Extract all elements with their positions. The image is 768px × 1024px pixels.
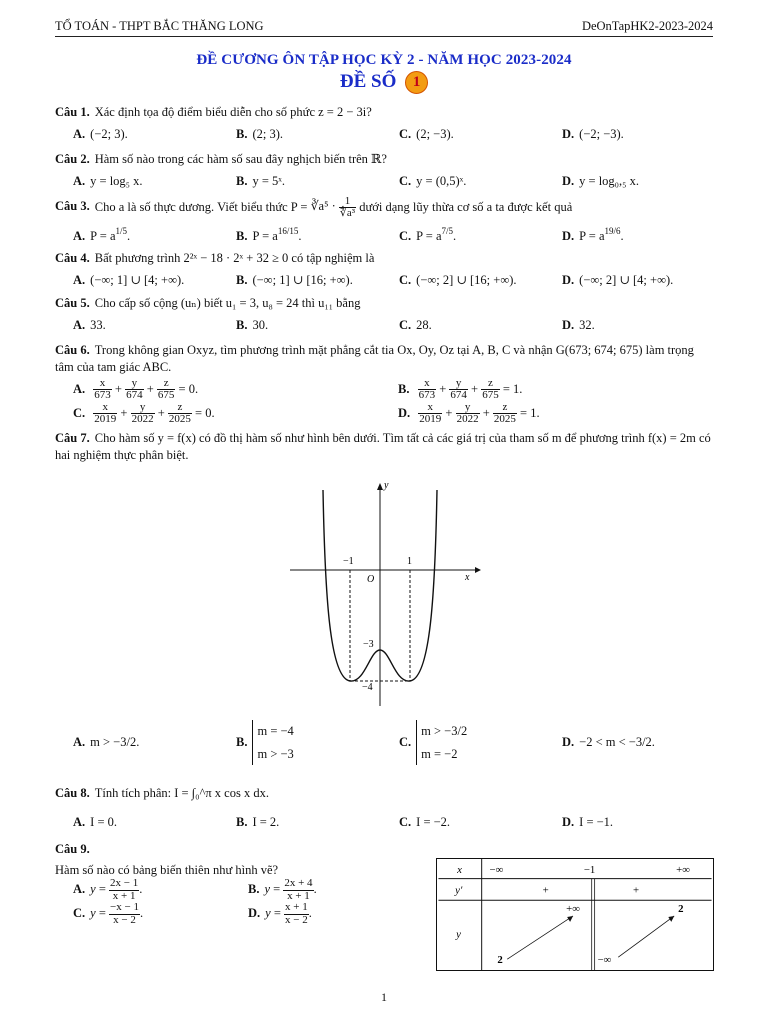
- system-bracket: [252, 720, 293, 765]
- y-top-right: 2: [678, 903, 684, 916]
- x-axis-label: x: [465, 572, 470, 583]
- numerator: −x − 1: [110, 901, 139, 914]
- option-exponent: 7/5: [441, 225, 454, 236]
- y-bottom-left: 2: [497, 954, 503, 967]
- question-4: [55, 250, 715, 289]
- answer-options: [55, 272, 715, 289]
- running-header: [55, 14, 713, 34]
- option-text: (−2; −3).: [579, 126, 624, 141]
- option-b[interactable]: B. $\frac{x}{673}$ + $\frac{y}{674}$ + $\frac{z}{675}$ = 1.: [398, 376, 523, 402]
- origin-label: O: [367, 574, 375, 585]
- option-text: y = log₅ x.: [90, 173, 143, 188]
- denominator-x: 673: [94, 389, 111, 402]
- denominator-y: 2022: [456, 413, 479, 426]
- exam-subtitle: [0, 71, 768, 94]
- option-c[interactable]: C. (2; −3).: [399, 126, 454, 141]
- x-axis-arrow: [475, 567, 481, 573]
- question-label: Câu 1.: [55, 105, 90, 119]
- option-c[interactable]: C. $\frac{x}{2019}$ + $\frac{y}{2022}$ + $\frac{z}{2025}$ = 0.: [73, 400, 215, 426]
- bracket-line: m > −3/2: [421, 724, 468, 738]
- exam-title: ĐỀ CƯƠNG ÔN TẬP HỌC KỲ 2 - NĂM HỌC 2023-2024: [196, 52, 572, 68]
- option-a[interactable]: A. m > −3/2.: [73, 735, 140, 749]
- question-list: [55, 104, 715, 464]
- option-text: 28.: [416, 318, 432, 333]
- option-text: (−∞; 1] ∪ [16; +∞).: [252, 273, 353, 288]
- option-a[interactable]: A. (−2; 3).: [73, 126, 128, 141]
- answer-options: [55, 878, 430, 926]
- option-b[interactable]: B. (−∞; 1] ∪ [16; +∞).: [236, 273, 353, 288]
- x-value-left: −∞: [489, 863, 504, 876]
- bracket-line: m = −2: [421, 746, 458, 761]
- option-text: (−∞; 2] ∪ [16; +∞).: [416, 273, 517, 288]
- denominator: x + 1: [112, 889, 136, 902]
- question-label: Câu 8.: [55, 786, 90, 800]
- question-5: [55, 295, 715, 334]
- increase-arrowhead-right: [668, 916, 674, 922]
- question-6: [55, 342, 715, 426]
- denominator-x: 673: [418, 389, 436, 402]
- y-bottom-right: −∞: [597, 954, 612, 967]
- tick-label-minus-4: −4: [362, 682, 373, 693]
- equation-rhs: = 1.: [520, 405, 540, 420]
- radical-expression: ∛a⁵ · $\frac{1}{\text{∜a³}}$: [310, 194, 356, 220]
- denominator-y: 674: [450, 389, 467, 402]
- option-text: (−∞; 1] ∪ [4; +∞).: [90, 273, 185, 288]
- denominator-z: 675: [157, 389, 175, 402]
- system-bracket: [416, 720, 467, 765]
- option-text: P = a: [90, 228, 116, 243]
- variation-table: [436, 858, 714, 971]
- option-exponent: 16/15: [277, 225, 299, 236]
- question-text-cont: dưới dạng lũy thừa cơ số a ta được kết quả: [359, 199, 573, 214]
- option-a[interactable]: A. y = $\frac{2x - 1}{x + 1}$ .: [73, 877, 143, 902]
- option-c[interactable]: C. I = −2.: [399, 815, 451, 829]
- option-text: m > −3/2.: [90, 735, 140, 749]
- option-text: 30.: [252, 318, 269, 333]
- option-text: y = 5ˣ.: [252, 173, 286, 188]
- derivative-sign-right: +: [632, 884, 640, 897]
- question-text: Hàm số nào trong các hàm số sau đây nghịch biến trên ℝ?: [94, 151, 387, 166]
- option-c[interactable]: C. (−∞; 2] ∪ [16; +∞).: [399, 273, 517, 288]
- option-b[interactable]: B. (2; 3).: [236, 126, 284, 141]
- question-label: Câu 6.: [55, 342, 90, 357]
- option-text: P = a: [252, 228, 278, 243]
- function-graph: [285, 478, 485, 713]
- option-c[interactable]: C. m > −3/2 m = −2: [381, 720, 544, 765]
- question-1: [55, 104, 715, 143]
- equation-rhs: = 1.: [502, 381, 523, 396]
- question-label: Câu 3.: [55, 199, 90, 214]
- denominator-z: 2025: [168, 413, 191, 426]
- denominator-y: 674: [126, 389, 143, 402]
- numerator: 2x + 4: [284, 877, 313, 889]
- question-text: Hàm số nào có bảng biến thiên như hình vẽ?: [55, 863, 279, 877]
- option-b[interactable]: B. y = 5ˣ.: [236, 173, 286, 188]
- question-9: [55, 842, 430, 926]
- denominator: x − 2: [113, 913, 136, 926]
- denominator-z: 675: [482, 389, 499, 402]
- option-d[interactable]: D. (−2; −3).: [562, 126, 624, 141]
- option-a[interactable]: A. y = log₅ x.: [73, 173, 143, 188]
- option-a[interactable]: A. (−∞; 1] ∪ [4; +∞).: [73, 273, 185, 288]
- option-b[interactable]: B. I = 2.: [236, 815, 280, 829]
- tick-label-minus-3: −3: [363, 639, 374, 650]
- option-c[interactable]: C. y = $\frac{-x - 1}{x - 2}$ .: [73, 901, 144, 926]
- y-axis-arrow: [377, 483, 383, 490]
- option-c[interactable]: C. y = (0,5)ˣ.: [399, 173, 467, 188]
- question-text: Cho cấp số cộng (uₙ) biết u₁ = 3, u₈ = 24 thì u₁₁ bằng: [94, 296, 361, 311]
- option-text: y = (0,5)ˣ.: [416, 173, 467, 188]
- option-text: y = log₀,₅ x.: [579, 173, 640, 188]
- tick-label-minus-1: −1: [343, 556, 354, 567]
- option-text: (2; −3).: [416, 126, 454, 141]
- option-text: I = −1.: [579, 815, 614, 829]
- option-c[interactable]: C. 28.: [399, 318, 432, 333]
- school-name: TỔ TOÁN - THPT BẮC THĂNG LONG: [55, 19, 264, 33]
- option-text: (−∞; 2] ∪ [4; +∞).: [579, 273, 674, 288]
- question-text: Cho hàm số y = f(x) có đồ thị hàm số như hình bên dưới. Tìm tất cả các giá trị của tham số m để phương trình f(x) = 2m có hai nghiệm thực phân biệt.: [55, 430, 711, 462]
- option-c[interactable]: C. $P = a^{7/5}$.: [399, 225, 457, 243]
- answer-options: [55, 815, 715, 830]
- option-exponent: 1/5: [115, 225, 128, 236]
- question-7: [55, 430, 715, 464]
- question-label: Câu 9.: [55, 842, 90, 856]
- denominator-y: 2022: [131, 413, 154, 426]
- question-text: Tính tích phân: I =: [94, 786, 189, 800]
- option-b[interactable]: B. $P = a^{16/15}$.: [236, 225, 302, 243]
- header-rule: [55, 36, 713, 37]
- question-label: Câu 7.: [55, 430, 90, 445]
- exam-number-badge: 1: [405, 71, 428, 94]
- row-label-x: x: [457, 863, 462, 876]
- option-a[interactable]: A. I = 0.: [73, 815, 117, 829]
- denominator: x + 1: [287, 889, 310, 902]
- question-8: [55, 786, 715, 830]
- question-text: Bất phương trình 2²ˣ − 18 · 2ˣ + 32 ≥ 0 có tập nghiệm là: [94, 251, 375, 266]
- increase-arrow-right: [618, 916, 674, 957]
- option-text: (2; 3).: [252, 126, 284, 141]
- option-text: I = −2.: [416, 815, 451, 829]
- increase-arrow-left: [507, 916, 573, 959]
- option-d[interactable]: D. (−∞; 2] ∪ [4; +∞).: [562, 273, 674, 288]
- option-text: (−2; 3).: [90, 126, 128, 141]
- question-text: Trong không gian Oxyz, tìm phương trình mặt phẳng cắt tia Ox, Oy, Oz tại A, B, C và nhận G(673; 674; 675) làm trọng tâm của tam giác ABC.: [55, 342, 694, 374]
- numerator: x + 1: [285, 901, 308, 914]
- denominator-z: 2025: [493, 413, 516, 426]
- equation-rhs: = 0.: [195, 405, 215, 420]
- answer-options: [55, 225, 715, 245]
- bracket-line: m > −3: [257, 746, 294, 761]
- option-d[interactable]: D. y = log₀,₅ x.: [562, 173, 640, 188]
- equation-rhs: = 0.: [178, 381, 199, 396]
- option-b[interactable]: B. m = −4 m > −3: [218, 720, 381, 765]
- denominator-x: 2019: [419, 413, 442, 426]
- y-axis-label: y: [384, 480, 389, 491]
- row-label-yprime: y′: [455, 884, 463, 897]
- option-d[interactable]: D. $\frac{x}{2019}$ + $\frac{y}{2022}$ + $\frac{z}{2025}$ = 1.: [398, 400, 540, 426]
- x-value-right: +∞: [676, 863, 690, 876]
- option-d[interactable]: D. 32.: [562, 318, 595, 333]
- answer-options: [55, 317, 715, 334]
- question-label: Câu 2.: [55, 151, 90, 166]
- option-a[interactable]: A. $P = a^{1/5}$.: [73, 225, 131, 243]
- option-text: 32.: [579, 318, 595, 333]
- bracket-line: m = −4: [257, 724, 294, 738]
- option-d[interactable]: D. y = $\frac{x + 1}{x - 2}$ .: [248, 901, 312, 926]
- answer-options: [55, 173, 715, 190]
- question-text: Xác định tọa độ điểm biểu diễn cho số phức z = 2 − 3i?: [94, 105, 372, 119]
- question-text: Cho a là số thực dương. Viết biểu thức P =: [94, 199, 308, 214]
- tick-label-1: 1: [407, 556, 412, 567]
- option-text: I = 0.: [90, 815, 117, 829]
- option-text: P = a: [416, 228, 442, 243]
- option-text: 33.: [90, 318, 106, 333]
- integral-expression: ∫₀^π x cos x dx.: [191, 786, 269, 800]
- question-2: [55, 151, 715, 190]
- answer-options: [55, 378, 715, 426]
- denominator-x: 2019: [94, 413, 117, 426]
- option-a[interactable]: A. $\frac{x}{673}$ + $\frac{y}{674}$ + $\frac{z}{675}$ = 0.: [73, 376, 199, 402]
- option-b[interactable]: B. y = $\frac{2x + 4}{x + 1}$ .: [248, 877, 317, 902]
- option-d[interactable]: D. −2 < m < −3/2.: [562, 735, 655, 749]
- option-d[interactable]: D. $P = a^{19/6}$.: [562, 225, 624, 243]
- numerator: 2x − 1: [110, 877, 139, 889]
- option-text: P = a: [579, 228, 605, 243]
- option-d[interactable]: D. I = −1.: [562, 815, 614, 829]
- option-exponent: 19/6: [604, 225, 621, 236]
- x-value-mid: −1: [583, 863, 596, 876]
- question-label: Câu 4.: [55, 251, 90, 266]
- document-code: DeOnTapHK2-2023-2024: [581, 19, 713, 33]
- option-text: −2 < m < −3/2.: [579, 735, 655, 749]
- question-label: Câu 5.: [55, 296, 90, 311]
- option-a[interactable]: A. 33.: [73, 318, 106, 333]
- denominator: x − 2: [285, 913, 308, 926]
- option-b[interactable]: B. 30.: [236, 318, 269, 333]
- derivative-sign-left: +: [542, 884, 549, 897]
- subtitle-text: ĐỀ SỐ: [339, 71, 397, 92]
- row-label-y: y: [456, 928, 461, 941]
- y-top-left: +∞: [566, 903, 580, 916]
- option-text: I = 2.: [252, 815, 280, 829]
- question-3: [55, 196, 715, 245]
- question-7-options: [55, 720, 715, 765]
- page-number: 1: [381, 990, 387, 1004]
- answer-options: [55, 126, 715, 143]
